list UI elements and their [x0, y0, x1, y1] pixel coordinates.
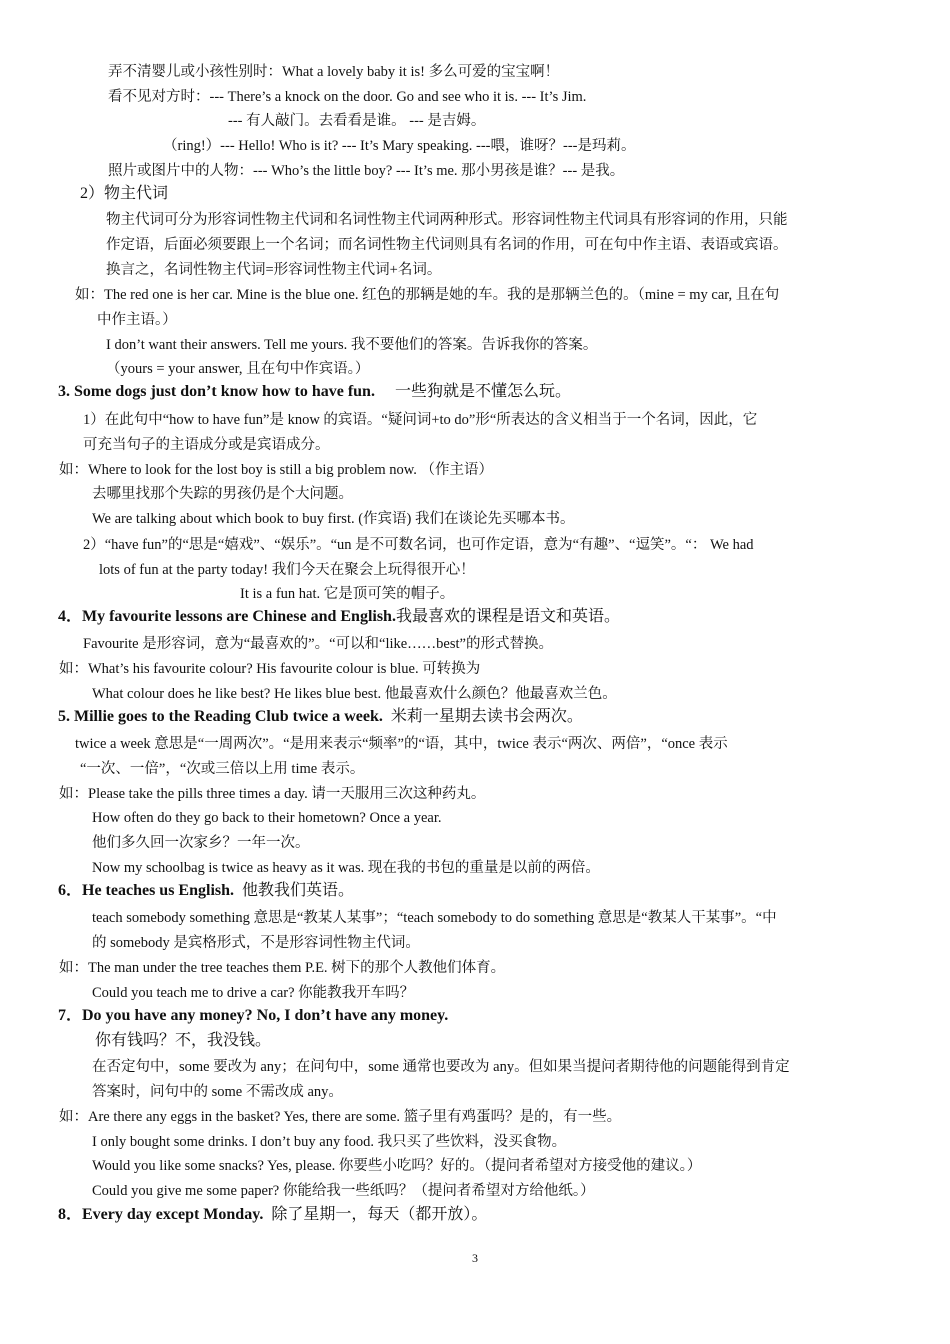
heading-zh: 除了星期一，每天（都开放）。	[271, 1206, 488, 1223]
heading-en: 3. Some dogs just don’t know how to have fun.	[58, 383, 375, 400]
section-heading	[58, 1205, 487, 1225]
line: 去哪里找那个失踪的男孩仍是个大问题。	[92, 486, 353, 502]
line: 他们多久回一次家乡？一年一次。	[92, 835, 310, 851]
line: Could you give me some paper? 你能给我一些纸吗？（提问者希望对方给他纸。）	[92, 1183, 595, 1199]
line: teach somebody something 意思是“教某人某事”；“teach somebody to do something 意思是“教某人干某事”。“中	[92, 910, 777, 926]
heading-en: 8．Every day except Monday.	[58, 1206, 264, 1223]
heading-en: 5. Millie goes to the Reading Club twice a week.	[58, 708, 383, 725]
line: Would you like some snacks? Yes, please. 你要些小吃吗？好的。（提问者希望对方接受他的建议。）	[92, 1158, 702, 1174]
section-heading	[58, 707, 583, 727]
line: Could you teach me to drive a car? 你能教我开车吗？	[92, 985, 415, 1001]
line: I don’t want their answers. Tell me yours. 我不要他们的答案。告诉我你的答案。	[106, 337, 598, 353]
line: Favourite 是形容词，意为“最喜欢的”。“可以和“like……best”的形式替换。	[83, 636, 553, 652]
line: We are talking about which book to buy first. (作宾语) 我们在谈论先买哪本书。	[92, 511, 575, 527]
heading-en: 4．My favourite lessons are Chinese and English.	[58, 608, 396, 625]
line: （ring!）--- Hello! Who is it? --- It’s Mary speaking. ---喂，谁呀？---是玛莉。	[163, 138, 636, 154]
heading-en: 7．Do you have any money? No, I don’t have any money.	[58, 1007, 449, 1024]
line: 作定语，后面必须要跟上一个名词；而名词性物主代词则具有名词的作用，可在句中作主语、表语或宾语。	[106, 237, 788, 253]
line: 物主代词可分为形容词性物主代词和名词性物主代词两种形式。形容词性物主代词具有形容词的作用，只能	[106, 212, 788, 228]
line: 你有钱吗？不，我没钱。	[95, 1032, 272, 1049]
line: 看不见对方时：--- There’s a knock on the door. Go and see who it is. --- It’s Jim.	[108, 89, 587, 105]
heading-zh: 米莉一星期去读书会两次。	[390, 708, 583, 725]
line: 如：Please take the pills three times a day. 请一天服用三次这种药丸。	[59, 786, 486, 802]
line: 在否定句中，some 要改为 any；在问句中，some 通常也要改为 any。但如果当提问者期待他的问题能得到肯定	[92, 1059, 790, 1075]
heading-zh: 一些狗就是不懂怎么玩。	[394, 383, 571, 400]
line: lots of fun at the party today! 我们今天在聚会上玩得很开心！	[99, 562, 475, 578]
subheading: 2）物主代词	[80, 185, 169, 202]
line: 如：The man under the tree teaches them P.E. 树下的那个人教他们体育。	[59, 960, 506, 976]
line: twice a week 意思是“一周两次”。“是用来表示“频率”的“语，其中，twice 表示“两次、两倍”，“once 表示	[75, 736, 728, 752]
section-heading	[58, 607, 620, 627]
section-heading	[58, 382, 571, 402]
line: It is a fun hat. 它是顶可笑的帽子。	[240, 586, 455, 602]
line: 弄不清婴儿或小孩性别时：What a lovely baby it is! 多么可爱的宝宝啊！	[108, 64, 560, 80]
section-heading	[58, 1006, 448, 1026]
page-number: 3	[472, 1251, 478, 1265]
line: （yours = your answer, 且在句中作宾语。）	[106, 361, 370, 377]
line: 的 somebody 是宾格形式，不是形容词性物主代词。	[92, 935, 420, 951]
heading-en: 6．He teaches us English.	[58, 882, 235, 899]
line: I only bought some drinks. I don’t buy any food. 我只买了些饮料，没买食物。	[92, 1134, 567, 1150]
line: 如：What’s his favourite colour? His favourite colour is blue. 可转换为	[59, 661, 481, 677]
line: How often do they go back to their hometown? Once a year.	[92, 810, 442, 826]
line: “一次、一倍”，“次或三倍以上用 time 表示。	[80, 761, 365, 777]
line: 换言之，名词性物主代词=形容词性物主代词+名词。	[106, 262, 442, 278]
line: 2）“have fun”的“思是“嬉戏”、“娱乐”。“un 是不可数名词，也可作定语，意为“有趣”、“逗笑”。“： We had	[83, 537, 754, 553]
line: 可充当句子的主语成分或是宾语成分。	[83, 437, 330, 453]
line: 1）在此句中“how to have fun”是 know 的宾语。“疑问词+to do”形“所表达的含义相当于一个名词，因此，它	[83, 412, 758, 428]
heading-zh: 他教我们英语。	[242, 882, 355, 899]
line: 中作主语。）	[97, 312, 177, 328]
section-heading	[58, 881, 354, 901]
line: 如：The red one is her car. Mine is the blue one. 红色的那辆是她的车。我的是那辆兰色的。（mine = my car, 且在句	[75, 287, 780, 303]
line: 照片或图片中的人物：--- Who’s the little boy? --- It’s me. 那小男孩是谁？--- 是我。	[108, 163, 625, 179]
line: 如：Are there any eggs in the basket? Yes, there are some. 篮子里有鸡蛋吗？是的，有一些。	[59, 1109, 622, 1125]
line: What colour does he like best? He likes blue best. 他最喜欢什么颜色？他最喜欢兰色。	[92, 686, 617, 702]
line: Now my schoolbag is twice as heavy as it was. 现在我的书包的重量是以前的两倍。	[92, 860, 600, 876]
line: 如：Where to look for the lost boy is still a big problem now. （作主语）	[59, 462, 494, 478]
line: --- 有人敲门。去看看是谁。 --- 是吉姆。	[228, 113, 486, 129]
line: 答案时，问句中的 some 不需改成 any。	[92, 1084, 343, 1100]
heading-zh: 我最喜欢的课程是语文和英语。	[395, 608, 620, 625]
